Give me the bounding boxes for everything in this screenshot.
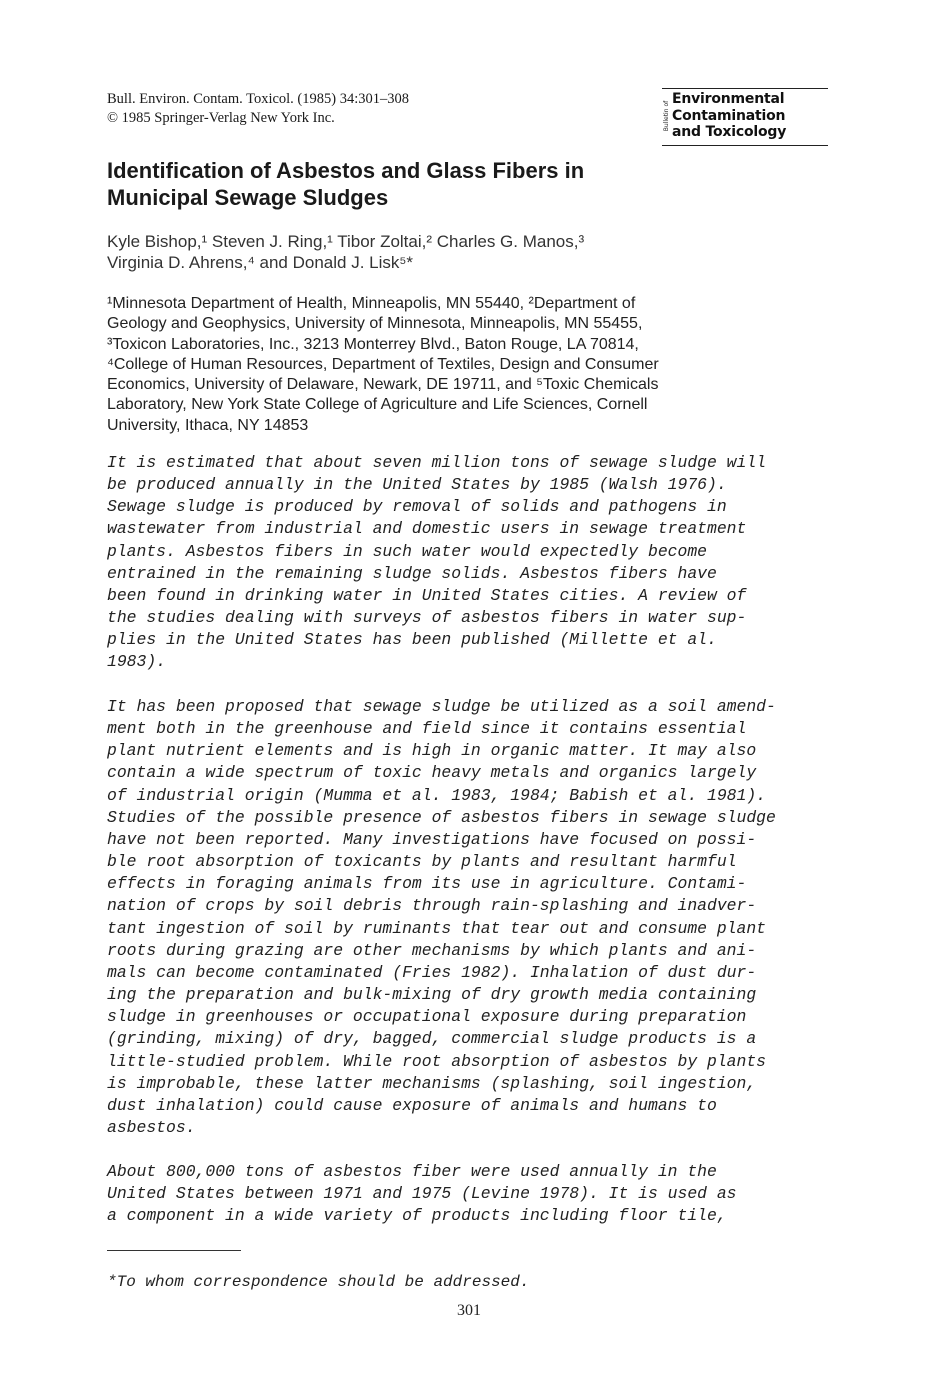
text-line: (grinding, mixing) of dry, bagged, commercial sludge products is a [107, 1029, 757, 1049]
text-line: mals can become contaminated (Fries 1982). Inhalation of dust dur- [107, 962, 757, 982]
text-line: is improbable, these latter mechanisms (splashing, soil ingestion, [107, 1073, 757, 1093]
affiliation-line: Geology and Geophysics, University of Minnesota, Minneapolis, MN 55455, [107, 315, 643, 333]
text-line: a component in a wide variety of products including floor tile, [107, 1206, 727, 1226]
logo-wordmark [672, 91, 786, 141]
text-line: Studies of the possible presence of asbestos fibers in sewage sludge [107, 807, 776, 827]
logo-line: and Toxicology [672, 124, 787, 140]
text-line: effects in foraging animals from its use in agriculture. Contami- [107, 874, 747, 894]
body-paragraph-2 [107, 696, 776, 1139]
text-line: Sewage sludge is produced by removal of solids and pathogens in [107, 497, 727, 517]
text-line: have not been reported. Many investigations have focused on possi- [107, 829, 757, 849]
text-line: 1983). [107, 652, 167, 672]
text-line: of industrial origin (Mumma et al. 1983, 1984; Babish et al. 1981). [107, 785, 767, 805]
text-line: United States between 1971 and 1975 (Levine 1978). It is used as [107, 1184, 737, 1204]
text-line: wastewater from industrial and domestic users in sewage treatment [107, 519, 747, 539]
affiliations [107, 294, 659, 436]
affiliation-line: University, Ithaca, NY 14853 [107, 416, 309, 434]
logo-side-text: Bulletin of [663, 100, 670, 132]
text-line: little-studied problem. While root absorption of asbestos by plants [107, 1051, 767, 1071]
text-line: plies in the United States has been published (Millette et al. [107, 630, 717, 650]
journal-logo [662, 88, 828, 146]
text-line: nation of crops by soil debris through rain-splashing and inadver- [107, 896, 757, 916]
text-line: It is estimated that about seven million tons of sewage sludge will [107, 453, 767, 472]
text-line: entrained in the remaining sludge solids. Asbestos fibers have [107, 563, 717, 583]
text-line: About 800,000 tons of asbestos fiber were used annually in the [107, 1162, 717, 1181]
text-line: sludge in greenhouses or occupational exposure during preparation [107, 1007, 747, 1027]
text-line: plants. Asbestos fibers in such water would expectedly become [107, 541, 707, 561]
affiliation-line: ¹Minnesota Department of Health, Minneapolis, MN 55440, ²Department of [107, 295, 636, 312]
affiliation-line: ⁴College of Human Resources, Department of Textiles, Design and Consumer [107, 355, 659, 373]
text-line: tant ingestion of soil by ruminants that tear out and consume plant [107, 918, 767, 938]
text-line: contain a wide spectrum of toxic heavy metals and organics largely [107, 763, 757, 783]
affiliation-line: ³Toxicon Laboratories, Inc., 3213 Monterrey Blvd., Baton Rouge, LA 70814, [107, 335, 639, 353]
copyright-line: © 1985 Springer-Verlag New York Inc. [107, 110, 335, 126]
body-paragraph-3 [107, 1161, 737, 1227]
title-line: Municipal Sewage Sludges [107, 185, 389, 210]
author-line: Virginia D. Ahrens,⁴ and Donald J. Lisk⁵* [107, 253, 414, 272]
author-line: Kyle Bishop,¹ Steven J. Ring,¹ Tibor Zoltai,² Charles G. Manos,³ [107, 232, 585, 251]
text-line: the studies dealing with surveys of asbestos fibers in water sup- [107, 608, 747, 628]
text-line: ble root absorption of toxicants by plants and resultant harmful [107, 852, 737, 872]
affiliation-line: Economics, University of Delaware, Newark, DE 19711, and ⁵Toxic Chemicals [107, 376, 659, 394]
footnote-divider [107, 1250, 241, 1251]
affiliation-line: Laboratory, New York State College of Agriculture and Life Sciences, Cornell [107, 396, 648, 414]
logo-line: Contamination [672, 107, 786, 124]
citation-line: Bull. Environ. Contam. Toxicol. (1985) 34:301–308 [107, 91, 409, 107]
text-line: roots during grazing are other mechanisms by which plants and ani- [107, 940, 757, 960]
text-line: plant nutrient elements and is high in organic matter. It may also [107, 741, 757, 761]
journal-citation [107, 90, 409, 128]
text-line: ment both in the greenhouse and field since it contains essential [107, 719, 747, 739]
correspondence-footnote: *To whom correspondence should be addressed. [107, 1273, 530, 1291]
logo-line: Environmental [672, 91, 785, 107]
text-line: be produced annually in the United States by 1985 (Walsh 1976). [107, 475, 727, 495]
text-line: asbestos. [107, 1117, 196, 1137]
text-line: It has been proposed that sewage sludge be utilized as a soil amend- [107, 697, 776, 716]
page-number: 301 [457, 1302, 481, 1319]
text-line: been found in drinking water in United States cities. A review of [107, 585, 747, 605]
text-line: dust inhalation) could cause exposure of animals and humans to [107, 1095, 717, 1115]
article-title [107, 157, 584, 211]
author-list [107, 231, 584, 273]
text-line: ing the preparation and bulk-mixing of dry growth media containing [107, 985, 757, 1005]
title-line: Identification of Asbestos and Glass Fibers in [107, 158, 585, 183]
body-paragraph-1 [107, 452, 766, 674]
